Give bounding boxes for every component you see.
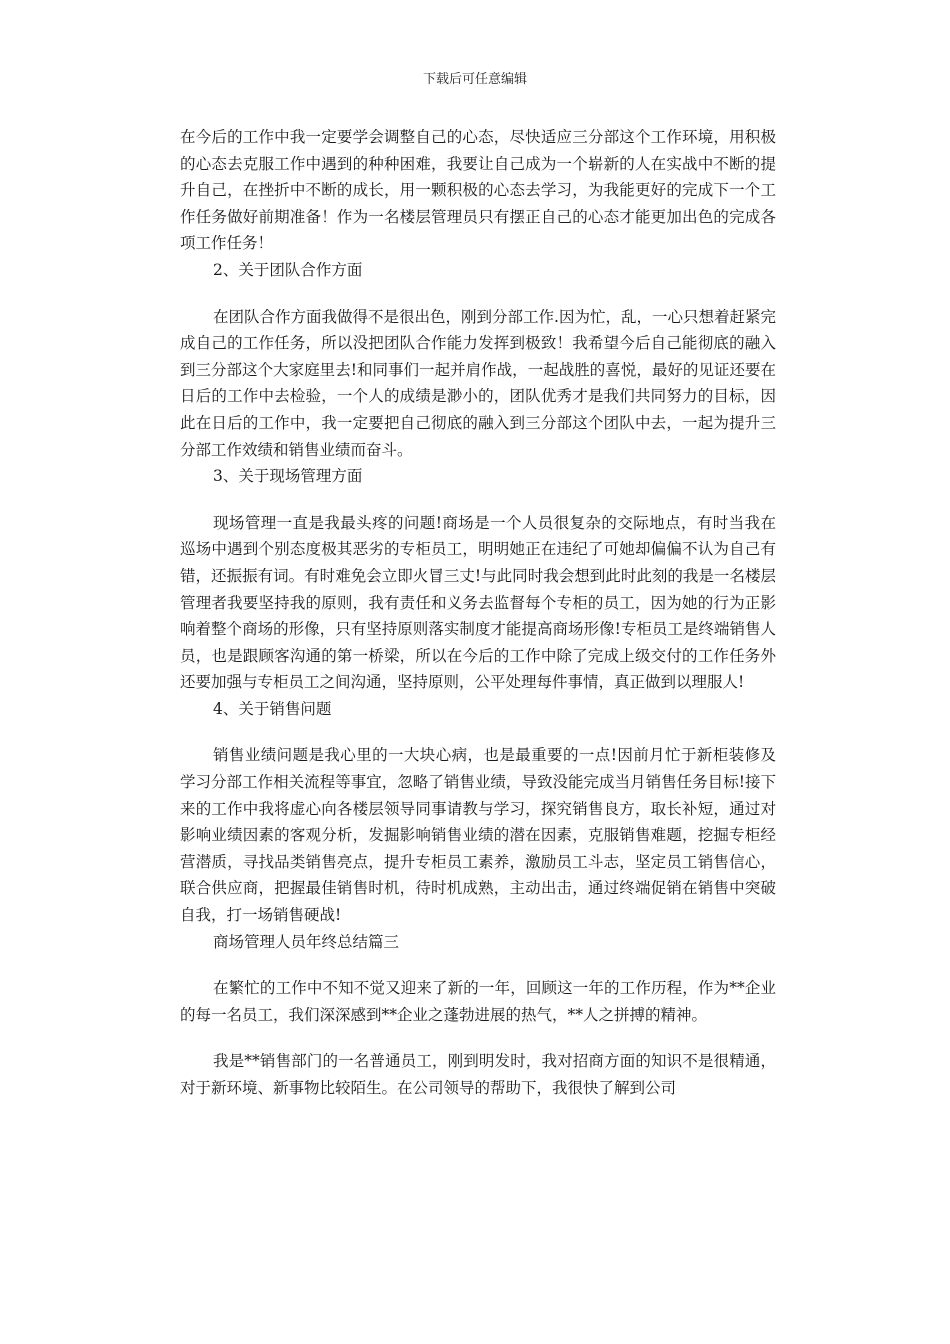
section-heading: 3、关于现场管理方面 — [213, 467, 363, 486]
paragraph: 在繁忙的工作中不知不觉又迎来了新的一年，回顾这一年的工作历程，作为**企业的每一名员工，我们深深感到**企业之蓬勃进展的热气，**人之拼搏的精神。 — [180, 979, 776, 1024]
paragraph: 现场管理一直是我最头疼的问题!商场是一个人员很复杂的交际地点，有时当我在巡场中遇到个别态度极其恶劣的专柜员工，明明她正在违纪了可她却偏偏不认为自己有错，还振振有词。有时难免会立即火冒三丈!与此同时我会想到此时此刻的我是一名楼层管理者我要坚持我的原则，我有责任和义务去监督每个专柜的员工，因为她的行为正影响着整个商场的形像，只有坚持原则落实制度才能提高商场形像!专柜员工是终端销售人员，也是跟顾客沟通的第一桥梁，所以在今后的工作中除了完成上级交付的工作任务外还要加强与专柜员工之间沟通，坚持原则，公平处理每件事情，真正做到以理服人! — [180, 513, 776, 692]
section-heading: 2、关于团队合作方面 — [213, 260, 363, 279]
paragraph: 我是**销售部门的一名普通员工，刚到明发时，我对招商方面的知识不是很精通，对于新环境、新事物比较陌生。在公司领导的帮助下，我很快了解到公司 — [180, 1052, 776, 1097]
paragraph: 在今后的工作中我一定要学会调整自己的心态，尽快适应三分部这个工作环境，用积极的心态去克服工作中遇到的种种困难，我要让自己成为一个崭新的人在实战中不断的提升自己，在挫折中不断的成长，用一颗积极的心态去学习，为我能更好的完成下一个工作任务做好前期准备！作为一名楼层管理员只有摆正自己的心态才能更加出色的完成各项工作任务！ — [180, 128, 776, 253]
page-header: 下载后可任意编辑 — [422, 72, 527, 87]
section-heading: 4、关于销售问题 — [213, 699, 332, 718]
paragraph: 销售业绩问题是我心里的一大块心病，也是最重要的一点!因前月忙于新柜装修及学习分部工作相关流程等事宜，忽略了销售业绩，导致没能完成当月销售任务目标!接下来的工作中我将虚心向各楼层领导同事请教与学习，探究销售良方，取长补短，通过对影响业绩因素的客观分析，发掘影响销售业绩的潜在因素，克服销售难题，挖掘专柜经营潜质，寻找品类销售亮点，提升专柜员工素养，激励员工斗志，坚定员工销售信心，联合供应商，把握最佳销售时机，待时机成熟，主动出击，通过终端促销在销售中突破自我，打一场销售硬战! — [180, 746, 776, 925]
paragraph: 在团队合作方面我做得不是很出色，刚到分部工作.因为忙，乱，一心只想着赶紧完成自己的工作任务，所以没把团队合作能力发挥到极致！我希望今后自己能彻底的融入到三分部这个大家庭里去!和同事们一起并肩作战，一起战胜的喜悦，最好的见证还要在日后的工作中去检验，一个人的成绩是渺小的，团队优秀才是我们共同努力的目标，因此在日后的工作中，我一定要把自己彻底的融入到三分部这个团队中去，一起为提升三分部工作效绩和销售业绩而奋斗。 — [180, 307, 776, 459]
document-body — [180, 124, 776, 1102]
section-title: 商场管理人员年终总结篇三 — [213, 932, 400, 951]
